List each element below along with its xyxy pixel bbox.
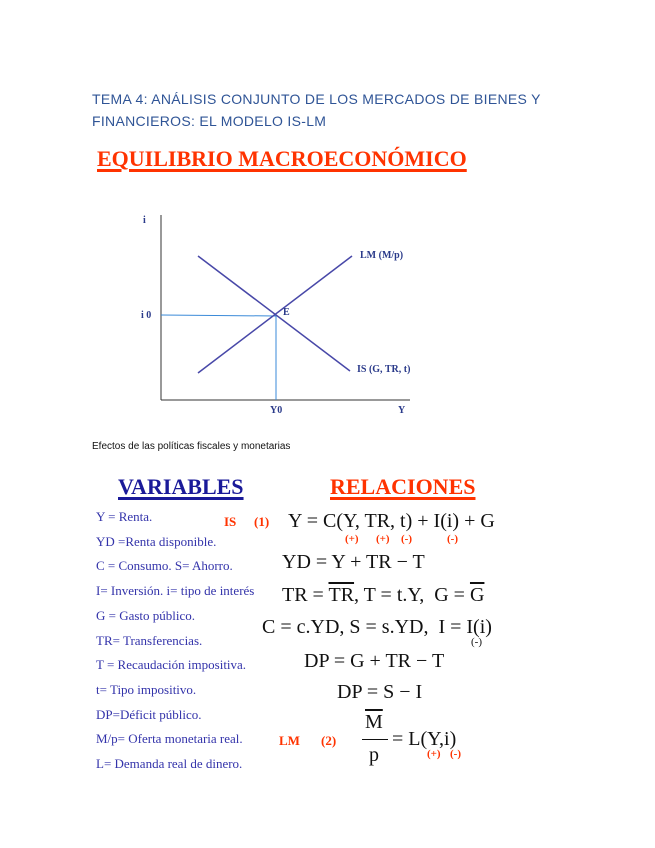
variable-item: TR= Transferencias.: [96, 632, 203, 648]
equation-taxes: TR = $\overline{TR}$, T = t.Y, $G = \overline{G}$: [282, 584, 485, 606]
relaciones-title: RELACIONES: [330, 474, 476, 499]
lm-number: (2): [321, 733, 337, 748]
equation-disposable-income: YD = Y + TR − T: [282, 551, 425, 573]
header-line-1: TEMA 4: ANÁLISIS CONJUNTO DE LOS MERCADOS DE BIENES Y: [92, 91, 541, 107]
sign: (-): [447, 533, 458, 545]
sign: (-): [471, 636, 482, 648]
header-line-2: FINANCIEROS: EL MODELO IS-LM: [92, 113, 327, 129]
sign: (+): [376, 533, 390, 545]
variable-item: YD =Renta disponible.: [96, 533, 217, 549]
variable-item: t= Tipo impositivo.: [96, 681, 197, 697]
is-label: IS (G, TR, t): [357, 364, 411, 375]
equation-deficit: DP = G + TR − T: [304, 650, 445, 672]
lm-label: LM (M/p): [360, 250, 404, 261]
i0-label: i 0: [141, 310, 152, 321]
variable-item: L= Demanda real de dinero.: [96, 756, 243, 771]
i0-guide: [161, 315, 276, 316]
variable-item: G = Gasto público.: [96, 607, 196, 623]
variable-item: C = Consumo. S= Ahorro.: [96, 558, 233, 574]
is-number: (1): [254, 514, 270, 529]
sign: (+): [345, 533, 359, 545]
is-curve: [198, 256, 350, 371]
section-title: EQUILIBRIO MACROECONÓMICO: [97, 146, 467, 171]
sign: (-): [401, 533, 412, 545]
caption: Efectos de las políticas fiscales y monetarias: [92, 441, 291, 452]
equilibrium-label: E: [283, 307, 290, 318]
equation-deficit-savings: DP = S − I: [337, 681, 423, 703]
variable-item: DP=Déficit público.: [96, 706, 202, 722]
x-axis-label: Y: [398, 405, 406, 416]
y-axis-label: i: [143, 215, 146, 226]
variable-item: Y = Renta.: [96, 509, 153, 524]
variables-title: VARIABLES: [118, 474, 244, 499]
fraction-numerator: $\overline{M}$: [365, 711, 383, 733]
lm-tag: LM: [279, 733, 300, 748]
equation-consumption: C = c.YD, S = s.YD, I = I(i): [262, 616, 492, 638]
variable-item: T = Recaudación impositiva.: [96, 657, 247, 673]
sign: (-): [450, 748, 461, 760]
variable-item: I= Inversión. i= tipo de interés: [96, 583, 255, 599]
y0-label: Y0: [270, 405, 283, 416]
sign: (+): [427, 748, 441, 760]
equation-lm-rhs: = L(Y,i): [392, 728, 457, 750]
variable-item: M/p= Oferta monetaria real.: [96, 731, 243, 747]
is-tag: IS: [224, 514, 237, 529]
fraction-bar: [362, 739, 388, 740]
equation-is: Y = C(Y, TR, t) + I(i) + G: [288, 510, 495, 532]
fraction-denominator: p: [369, 744, 379, 766]
